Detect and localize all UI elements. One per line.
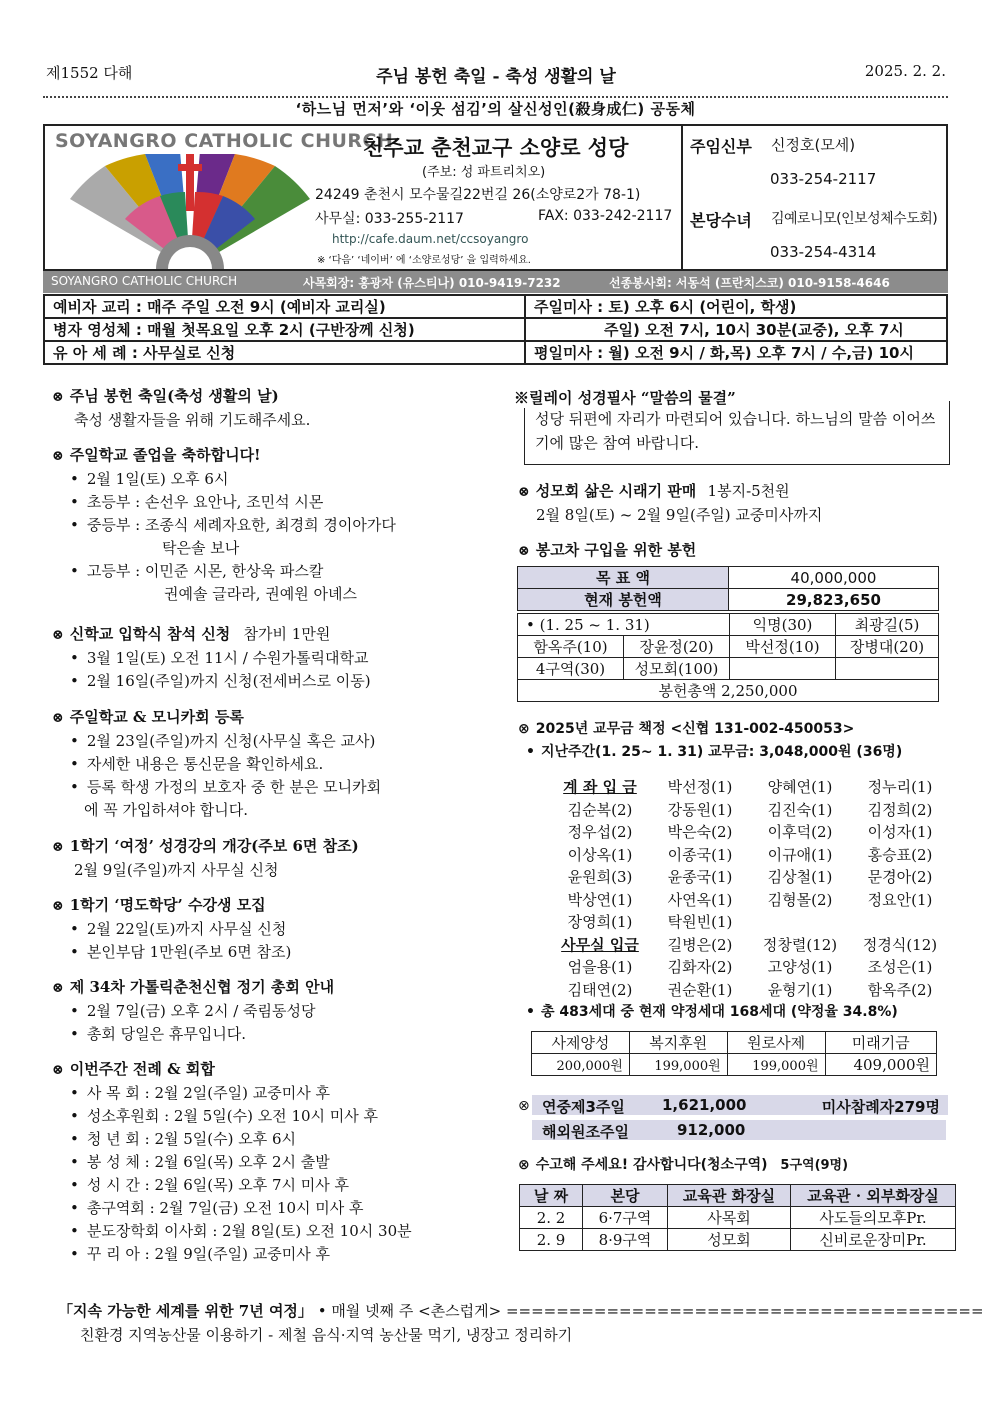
divider — [681, 126, 683, 269]
dues-name: 이후덕(2) — [767, 823, 833, 841]
notice-credit-union: ⊗ 제 34차 가톨릭춘천신협 정기 총회 안내 • 2월 7일(금) 오후 2시 / 죽림동성당 • 총회 당일은 휴무입니다. — [52, 976, 334, 1046]
dues-name-grid — [550, 776, 950, 1001]
cleaning-cell: 사도들의모후Pr. — [791, 1207, 956, 1229]
notice-heading: 제 34차 가톨릭춘천신협 정기 총회 안내 — [69, 978, 335, 996]
list-item: • 2월 22일(토)까지 사무실 신청 — [52, 918, 291, 941]
list-item: • 2월 16일(주일)까지 신청(전세버스로 이동) — [52, 670, 371, 693]
donor-cell: 장윤정(20) — [624, 636, 730, 658]
allocation-head: 원로사제 — [727, 1032, 825, 1054]
church-logo-icon — [65, 154, 315, 269]
collection-amount: 1,621,000 — [662, 1096, 747, 1114]
donor-cell: 최광길(5) — [836, 614, 939, 636]
dues-name: 윤종국(1) — [667, 868, 733, 886]
dues-name: 정경식(12) — [862, 935, 938, 954]
mass-schedule-table — [43, 294, 948, 365]
list-item: • 성소후원회 : 2월 5일(수) 오전 10시 미사 후 — [52, 1105, 412, 1128]
dues-name: 박상연(1) — [567, 890, 633, 909]
notice-van-fund: ⊗ 봉고차 구입을 위한 봉헌 — [518, 541, 697, 559]
dues-name: 장영희(1) — [567, 913, 633, 931]
schedule-cell: 주일미사 : 토) 오후 6시 (어린이, 학생) — [525, 295, 947, 318]
dues-name: 이규애(1) — [767, 845, 833, 864]
notice-heading: 성모회 삶은 시래기 판매 — [535, 482, 697, 500]
issue-date: 2025. 2. 2. — [864, 62, 946, 80]
donor-cell: 4구역(30) — [518, 658, 624, 680]
dues-name: 정누리(1) — [867, 778, 933, 796]
notice-heading: 주일학교 졸업을 축하합니다! — [69, 446, 261, 464]
notice-sirae-sale: ⊗ 성모회 삶은 시래기 판매 1봉지-5천원 2월 8일(토) ~ 2월 9일(주일) 교중미사까지 — [518, 480, 822, 527]
dues-row — [550, 866, 950, 889]
sister-phone: 033-254-4314 — [770, 243, 877, 261]
dues-name: 정요안(1) — [867, 890, 933, 909]
list-item: • 2월 1일(토) 오후 6시 — [52, 468, 396, 491]
cleaning-head: 교육관 · 외부화장실 — [791, 1185, 956, 1207]
dues-row — [550, 979, 950, 1002]
schedule-cell: 예비자 교리 : 매주 주일 오전 9시 (예비자 교리실) — [44, 295, 525, 318]
dues-row — [550, 821, 950, 844]
contact-bar — [43, 271, 948, 293]
dues-summary: • 총 483세대 중 현재 약정세대 168세대 (약정율 34.8%) — [526, 1004, 898, 1020]
dues-group-label: 계 좌 입 금 — [563, 778, 637, 796]
list-item: • 청 년 회 : 2월 5일(수) 오후 6시 — [52, 1128, 412, 1151]
notice-cleaning: ⊗ 수고해 주세요! 감사합니다(청소구역) 5구역(9명) — [518, 1157, 849, 1173]
relay-box — [524, 401, 950, 465]
dues-name: 고양성(1) — [767, 958, 833, 976]
cleaning-cell: 2. 2 — [520, 1207, 583, 1229]
notice-heading: 봉고차 구입을 위한 봉헌 — [535, 541, 697, 559]
fax-number: FAX: 033-242-2117 — [538, 208, 673, 224]
allocation-head: 복지후원 — [629, 1032, 727, 1054]
list-item-continued: 탁은솔 보나 — [162, 539, 240, 557]
list-item: • 성 시 간 : 2월 6일(목) 오후 7시 미사 후 — [52, 1174, 412, 1197]
donation-total: 봉헌총액 2,250,000 — [518, 680, 939, 702]
sister-name: 김예로니모(인보성체수도회) — [771, 211, 938, 227]
notice-heading: 이번주간 전례 & 회합 — [69, 1060, 215, 1078]
allocation-value: 409,000원 — [825, 1054, 936, 1076]
notice-heading: 2025년 교무금 책정 <신협 131-002-450053> — [535, 721, 855, 737]
list-item: • 고등부 : 이민준 시몬, 한상욱 파스칼 — [52, 560, 396, 583]
donor-cell: 함옥주(10) — [518, 636, 624, 658]
footer-campaign — [58, 1300, 984, 1321]
notice-bible-lecture: ⊗ 1학기 ‘여정’ 성경강의 개강(주보 6면 참조) 2월 9일(주일)까지 사무실 신청 — [52, 835, 359, 882]
list-item: • 봉 성 체 : 2월 6일(목) 오후 2시 출발 — [52, 1151, 412, 1174]
list-item: • 3월 1일(토) 오전 11시 / 수원가톨릭대학교 — [52, 647, 371, 670]
church-info-box — [43, 124, 948, 271]
cafe-link[interactable]: http://cafe.daum.net/ccsoyangro — [332, 232, 529, 246]
list-item: • 2월 23일(주일)까지 신청(사무실 혹은 교사) — [52, 730, 381, 753]
notice-body: 축성 생활자들을 위해 기도해주세요. — [74, 411, 311, 429]
list-item: • 총구역회 : 2월 7일(금) 오전 10시 미사 후 — [52, 1197, 412, 1220]
parish-name: 천주교 춘천교구 소양로 성당 — [363, 136, 629, 160]
pastor-label: 주임신부 — [690, 137, 752, 156]
dues-row — [550, 956, 950, 979]
cleaning-cell: 8·9구역 — [583, 1229, 668, 1251]
dues-name: 김태연(2) — [567, 980, 633, 999]
notice-dues: ⊗ 2025년 교무금 책정 <신협 131-002-450053> • 지난주간(1. 25~ 1. 31) 교무금: 3,048,000원 (36명) — [518, 721, 903, 760]
dues-name: 윤형기(1) — [767, 980, 833, 999]
dues-name: 김형몰(2) — [767, 890, 833, 909]
dues-last-week: 지난주간(1. 25~ 1. 31) 교무금: 3,048,000원 (36명) — [540, 744, 903, 760]
notice-heading: 1학기 ‘명도학당’ 수강생 모집 — [69, 896, 266, 914]
dues-row — [550, 799, 950, 822]
list-item: • 초등부 : 손선우 요안나, 조민석 시몬 — [52, 491, 396, 514]
dues-name: 엄을용(1) — [567, 958, 633, 976]
notice-heading: 수고해 주세요! 감사합니다(청소구역) — [535, 1157, 768, 1173]
cleaning-cell: 6·7구역 — [583, 1207, 668, 1229]
dues-name: 박선정(1) — [667, 778, 733, 796]
dues-name: 함옥주(2) — [867, 980, 933, 999]
collection-amount: 912,000 — [677, 1121, 746, 1139]
bar-president: 사목회장: 홍광자 (유스티나) 010-9419-7232 — [303, 276, 561, 290]
cleaning-cell: 2. 9 — [520, 1229, 583, 1251]
van-goal-table — [517, 566, 939, 611]
footer-campaign-body: 친환경 지역농산물 이용하기 - 제철 음식·지역 농산물 먹기, 냉장고 정리하기 — [80, 1326, 573, 1344]
list-item: • 총회 당일은 휴무입니다. — [52, 1023, 334, 1046]
schedule-cell: 주일) 오전 7시, 10시 30분(교중), 오후 7시 — [525, 318, 947, 341]
cleaning-head: 교육관 화장실 — [668, 1185, 791, 1207]
list-item: • 분도장학회 이사회 : 2월 8일(토) 오전 10시 30분 — [52, 1220, 412, 1243]
donor-cell: 장병대(20) — [836, 636, 939, 658]
notice-heading: 주일학교 & 모니카회 등록 — [69, 708, 244, 726]
dues-name: 김순복(2) — [567, 800, 633, 819]
notice-feast: ⊗ 주님 봉헌 축일(축성 생활의 날) 축성 생활자들을 위해 기도해주세요. — [52, 385, 310, 432]
list-item: • 2월 7일(금) 오후 2시 / 죽림동성당 — [52, 1000, 334, 1023]
collection-label: 연중제3주일 — [542, 1098, 625, 1116]
pastor-name: 신정호(모세) — [771, 136, 856, 154]
masthead — [46, 62, 946, 86]
sister-label: 본당수녀 — [690, 211, 752, 230]
schedule-cell: 유 아 세 례 : 사무실로 신청 — [44, 341, 525, 364]
notice-heading-extra: 1봉지-5천원 — [707, 482, 790, 500]
notice-heading-extra: 참가비 1만원 — [243, 625, 331, 643]
current-value: 29,823,650 — [729, 589, 939, 611]
list-item: • 꾸 리 아 : 2월 9일(주일) 교중미사 후 — [52, 1243, 412, 1266]
donor-cell: 박선정(10) — [730, 636, 836, 658]
list-item: • 자세한 내용은 통신문을 확인하세요. — [52, 753, 381, 776]
address: 24249 춘천시 모수물길22번길 26(소양로2가 78-1) — [315, 187, 641, 203]
notice-heading-extra: 5구역(9명) — [780, 1158, 849, 1173]
bar-church-name: SOYANGRO CATHOLIC CHURCH — [51, 274, 238, 288]
cleaning-cell: 성모회 — [668, 1229, 791, 1251]
allocation-value: 200,000원 — [532, 1054, 630, 1076]
dues-name: 홍승표(2) — [867, 845, 933, 864]
pastor-phone: 033-254-2117 — [770, 170, 877, 188]
list-item-continued: 에 꼭 가입하셔야 합니다. — [84, 801, 248, 819]
collection-row-2 — [532, 1120, 946, 1140]
dues-name: 문경아(2) — [867, 868, 933, 886]
dues-row — [550, 934, 950, 957]
notice-heading: 신학교 입학식 참석 신청 — [69, 625, 231, 643]
page-title: 주님 봉헌 축일 - 축성 생활의 날 — [376, 67, 616, 87]
dues-row — [550, 911, 950, 934]
list-item: • 본인부담 1만원(주보 6면 참조) — [52, 941, 291, 964]
campaign-title: 「지속 가능한 세계를 위한 7년 여정」 — [58, 1302, 313, 1320]
notice-graduation: ⊗ 주일학교 졸업을 축하합니다! • 2월 1일(토) 오후 6시 • 초등부 : 손선우 요안나, 조민석 시몬 • 중등부 : 조종식 세례자요한, 최경희 경이아가다 탁은솔 보나 • 고등부 : 이민준 시몬, 한상욱 파스칼 권예솔 글라라, 권예원 아녜스 — [52, 444, 396, 606]
allocation-head: 미래기금 — [825, 1032, 936, 1054]
cleaning-table — [519, 1184, 956, 1251]
schedule-cell: 병자 영성체 : 매월 첫목요일 오후 2시 (구반장께 신청) — [44, 318, 525, 341]
donor-cell: 익명(30) — [730, 614, 836, 636]
donor-cell — [730, 658, 836, 680]
dues-allocation-table — [531, 1031, 937, 1076]
notice-body: 2월 8일(토) ~ 2월 9일(주일) 교중미사까지 — [536, 506, 823, 524]
relay-body: 성당 뒤편에 자리가 마련되어 있습니다. 하느님의 말씀 이어쓰기에 많은 참여 바랍니다. — [535, 410, 936, 452]
dues-name: 사연옥(1) — [667, 890, 733, 909]
goal-value: 40,000,000 — [729, 567, 939, 589]
cleaning-cell: 사목회 — [668, 1207, 791, 1229]
relay-heading: ※릴레이 성경필사 “말씀의 물결” — [514, 387, 740, 408]
church-english-name: SOYANGRO CATHOLIC CHURCH — [55, 130, 394, 152]
dues-name: 탁원빈(1) — [667, 913, 733, 931]
dues-row — [550, 776, 950, 799]
notice-heading: 주님 봉헌 축일(축성 생활의 날) — [69, 387, 279, 405]
current-label: 현재 봉헌액 — [518, 589, 729, 611]
collection-label: 해외원조주일 — [542, 1123, 629, 1141]
notice-weekly-meetings: ⊗ 이번주간 전례 & 회합 • 사 목 회 : 2월 2일(주일) 교중미사 후 • 성소후원회 : 2월 5일(수) 오전 10시 미사 후 • 청 년 회 : 2월 5일(수) 오후 6시 • 봉 성 체 : 2월 6일(목) 오후 2시 출발 • 성 시 간 : 2월 6일(목) 오후 7시 미사 후 • 총구역회 : 2월 7일(금) 오전 10시 미사 후 • 분도장학회 이사회 : 2월 8일(토) 오전 10시 30분 • 꾸 리 아 : 2월 9일(주일) 교중미사 후 — [52, 1058, 412, 1266]
cleaning-head: 날 짜 — [520, 1185, 583, 1207]
dues-name: 김화자(2) — [667, 958, 733, 976]
dues-name: 이상옥(1) — [567, 845, 633, 864]
dues-name: 박은숙(2) — [667, 823, 733, 841]
dues-group-label: 사무실 입금 — [561, 935, 639, 954]
cleaning-cell: 신비로운장미Pr. — [791, 1229, 956, 1251]
dues-name: 정창렬(12) — [762, 935, 838, 954]
collection-mark-icon: ⊗ — [518, 1098, 530, 1114]
dues-name: 김상철(1) — [767, 868, 833, 886]
allocation-value: 199,000원 — [629, 1054, 727, 1076]
notice-body: 2월 9일(주일)까지 사무실 신청 — [74, 861, 279, 879]
attendance-count: 미사참례자279명 — [821, 1098, 940, 1116]
issue-number: 제1552 다해 — [46, 64, 133, 82]
dues-name: 정우섭(2) — [567, 823, 633, 841]
schedule-cell: 평일미사 : 월) 오전 9시 / 화,목) 오후 7시 / 수,금) 10시 — [525, 341, 947, 364]
notice-registration: ⊗ 주일학교 & 모니카회 등록 • 2월 23일(주일)까지 신청(사무실 혹은 교사) • 자세한 내용은 통신문을 확인하세요. • 등록 학생 가정의 보호자 중 한 분은 모니카회 에 꼭 가입하셔야 합니다. — [52, 706, 381, 822]
dues-row — [550, 889, 950, 912]
list-item: • 사 목 회 : 2월 2일(주일) 교중미사 후 — [52, 1082, 412, 1105]
dues-name: 이성자(1) — [867, 823, 933, 841]
dues-name: 김정희(2) — [867, 800, 933, 819]
dues-name: 김진숙(1) — [767, 800, 833, 819]
donor-period: • (1. 25 ~ 1. 31) — [518, 614, 730, 636]
allocation-head: 사제양성 — [532, 1032, 630, 1054]
dues-name: 이종국(1) — [667, 845, 733, 864]
notice-heading: 1학기 ‘여정’ 성경강의 개강(주보 6면 참조) — [69, 837, 359, 855]
notice-seminary: ⊗ 신학교 입학식 참석 신청 참가비 1만원 • 3월 1일(토) 오전 11시 / 수원가톨릭대학교 • 2월 16일(주일)까지 신청(전세버스로 이동) — [52, 623, 371, 693]
collection-row-1 — [532, 1095, 948, 1115]
dues-name: 권순환(1) — [667, 980, 733, 999]
search-note: ※ ‘다음’ ‘네이버’ 에 ‘소양로성당’ 을 입력하세요. — [317, 255, 531, 266]
donor-cell: 성모회(100) — [624, 658, 730, 680]
cleaning-head: 본당 — [583, 1185, 668, 1207]
list-item-continued: 권예솔 글라라, 권예원 아녜스 — [164, 585, 357, 603]
allocation-value: 199,000원 — [727, 1054, 825, 1076]
office-phone: 사무실: 033-255-2117 — [315, 211, 464, 227]
list-item: • 중등부 : 조종식 세례자요한, 최경희 경이아가다 — [52, 514, 396, 537]
van-donor-table — [517, 613, 939, 702]
donor-cell — [836, 658, 939, 680]
dues-row — [550, 844, 950, 867]
goal-label: 목 표 액 — [518, 567, 729, 589]
dues-summary-text: 총 483세대 중 현재 약정세대 168세대 (약정율 34.8%) — [540, 1004, 898, 1020]
list-item: • 등록 학생 가정의 보호자 중 한 분은 모니카회 — [52, 776, 381, 799]
dues-name: 강동원(1) — [667, 800, 733, 819]
dues-name: 윤원희(3) — [567, 868, 633, 886]
campaign-schedule: • 매월 넷째 주 <촌스럽게> ====================================== — [317, 1302, 984, 1320]
dues-name: 길병은(2) — [667, 935, 733, 954]
dues-name: 양혜연(1) — [767, 778, 833, 796]
patron-saint: (주보: 성 파트리치오) — [422, 165, 546, 180]
motto: ‘하느님 먼저’와 ‘이웃 섬김’의 살신성인(殺身成仁) 공동체 — [295, 100, 696, 118]
bar-missionary: 선종봉사회: 서동석 (프란치스코) 010-9158-4646 — [609, 276, 890, 290]
dues-name: 조성은(1) — [867, 958, 933, 976]
notice-myeongdo: ⊗ 1학기 ‘명도학당’ 수강생 모집 • 2월 22일(토)까지 사무실 신청 • 본인부담 1만원(주보 6면 참조) — [52, 894, 291, 964]
